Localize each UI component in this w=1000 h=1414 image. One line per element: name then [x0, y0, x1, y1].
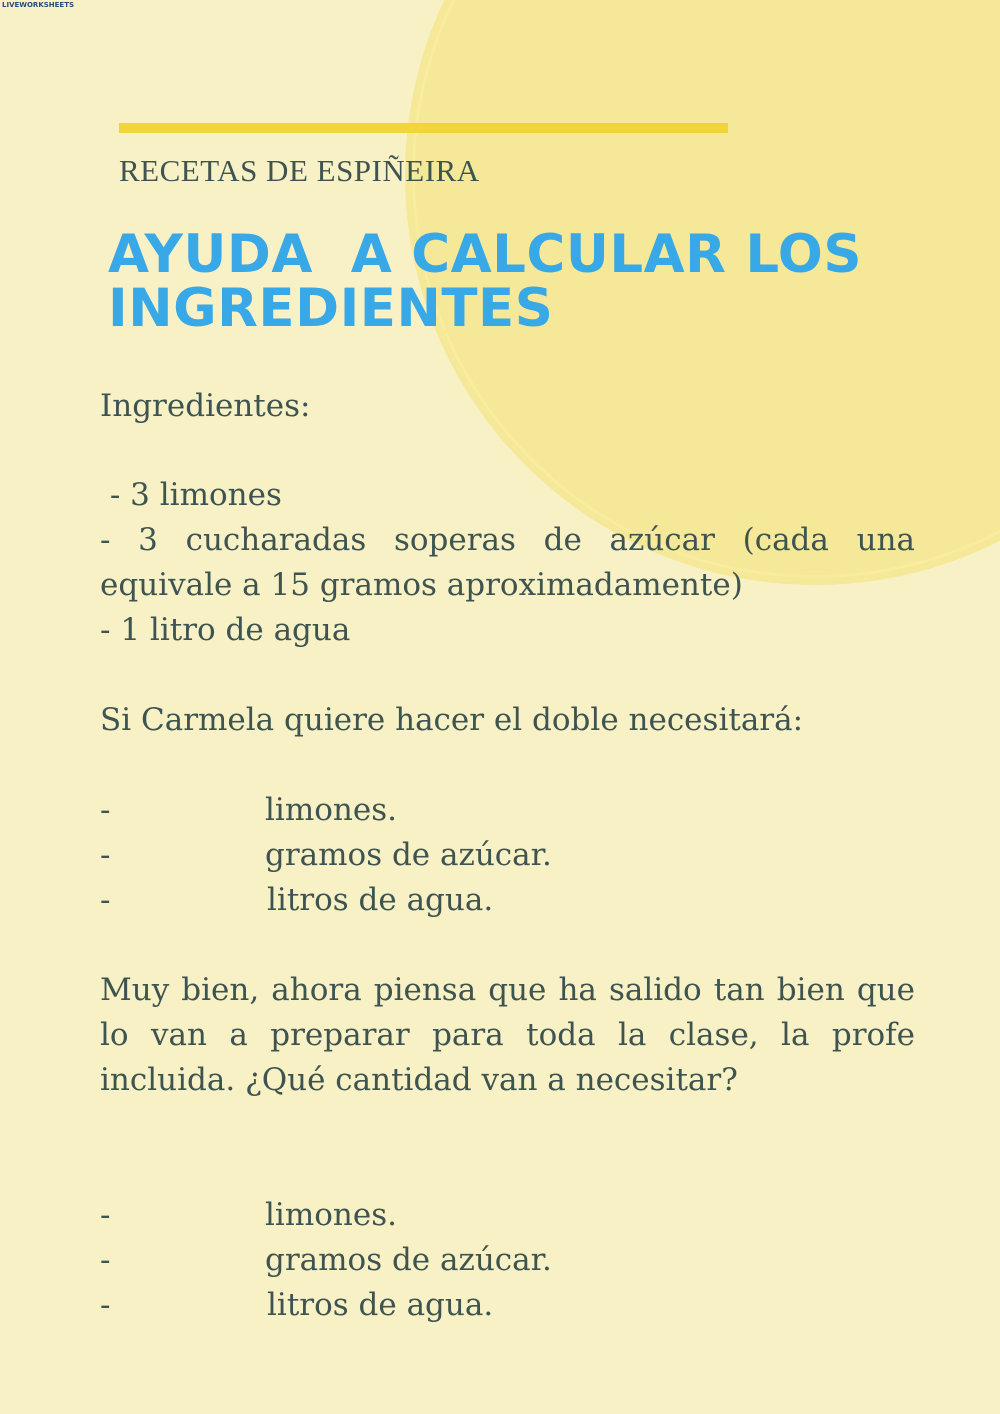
ingredient-item: - 3 cucharadas soperas de azúcar (cada una equivale a 15 gramos aproximadamente): [100, 522, 915, 603]
page-title: [108, 224, 928, 339]
answer-label: limones.: [265, 1197, 397, 1233]
accent-bar: [119, 123, 728, 133]
answer-dash: -: [100, 1287, 111, 1323]
answer-label: litros de agua.: [267, 1287, 494, 1323]
answer-dash: -: [100, 837, 111, 873]
ingredient-item: - 1 litro de agua: [100, 612, 351, 648]
kicker-label: RECETAS DE ESPIÑEIRA: [119, 153, 480, 188]
answer-label: litros de agua.: [267, 882, 494, 918]
title-line-2: INGREDIENTES: [108, 278, 554, 339]
answer-label: gramos de azúcar.: [265, 1242, 552, 1278]
answer-dash: -: [100, 1197, 111, 1233]
ingredients-heading: Ingredientes:: [100, 388, 311, 424]
ingredient-item: - 3 limones: [100, 477, 282, 513]
answer-dash: -: [100, 792, 111, 828]
answer-label: gramos de azúcar.: [265, 837, 552, 873]
answer-dash: -: [100, 1242, 111, 1278]
class-question-prompt: Muy bien, ahora piensa que ha salido tan bien que lo van a preparar para toda la clase, la profe incluida. ¿Qué cantidad van a necesitar?: [100, 972, 915, 1098]
title-line-1: AYUDA A CALCULAR LOS: [108, 224, 863, 285]
answer-dash: -: [100, 882, 111, 918]
watermark: LIVEWORKSHEETS: [2, 1, 75, 9]
answer-label: limones.: [265, 792, 397, 828]
double-prompt: Si Carmela quiere hacer el doble necesitará:: [100, 702, 804, 738]
